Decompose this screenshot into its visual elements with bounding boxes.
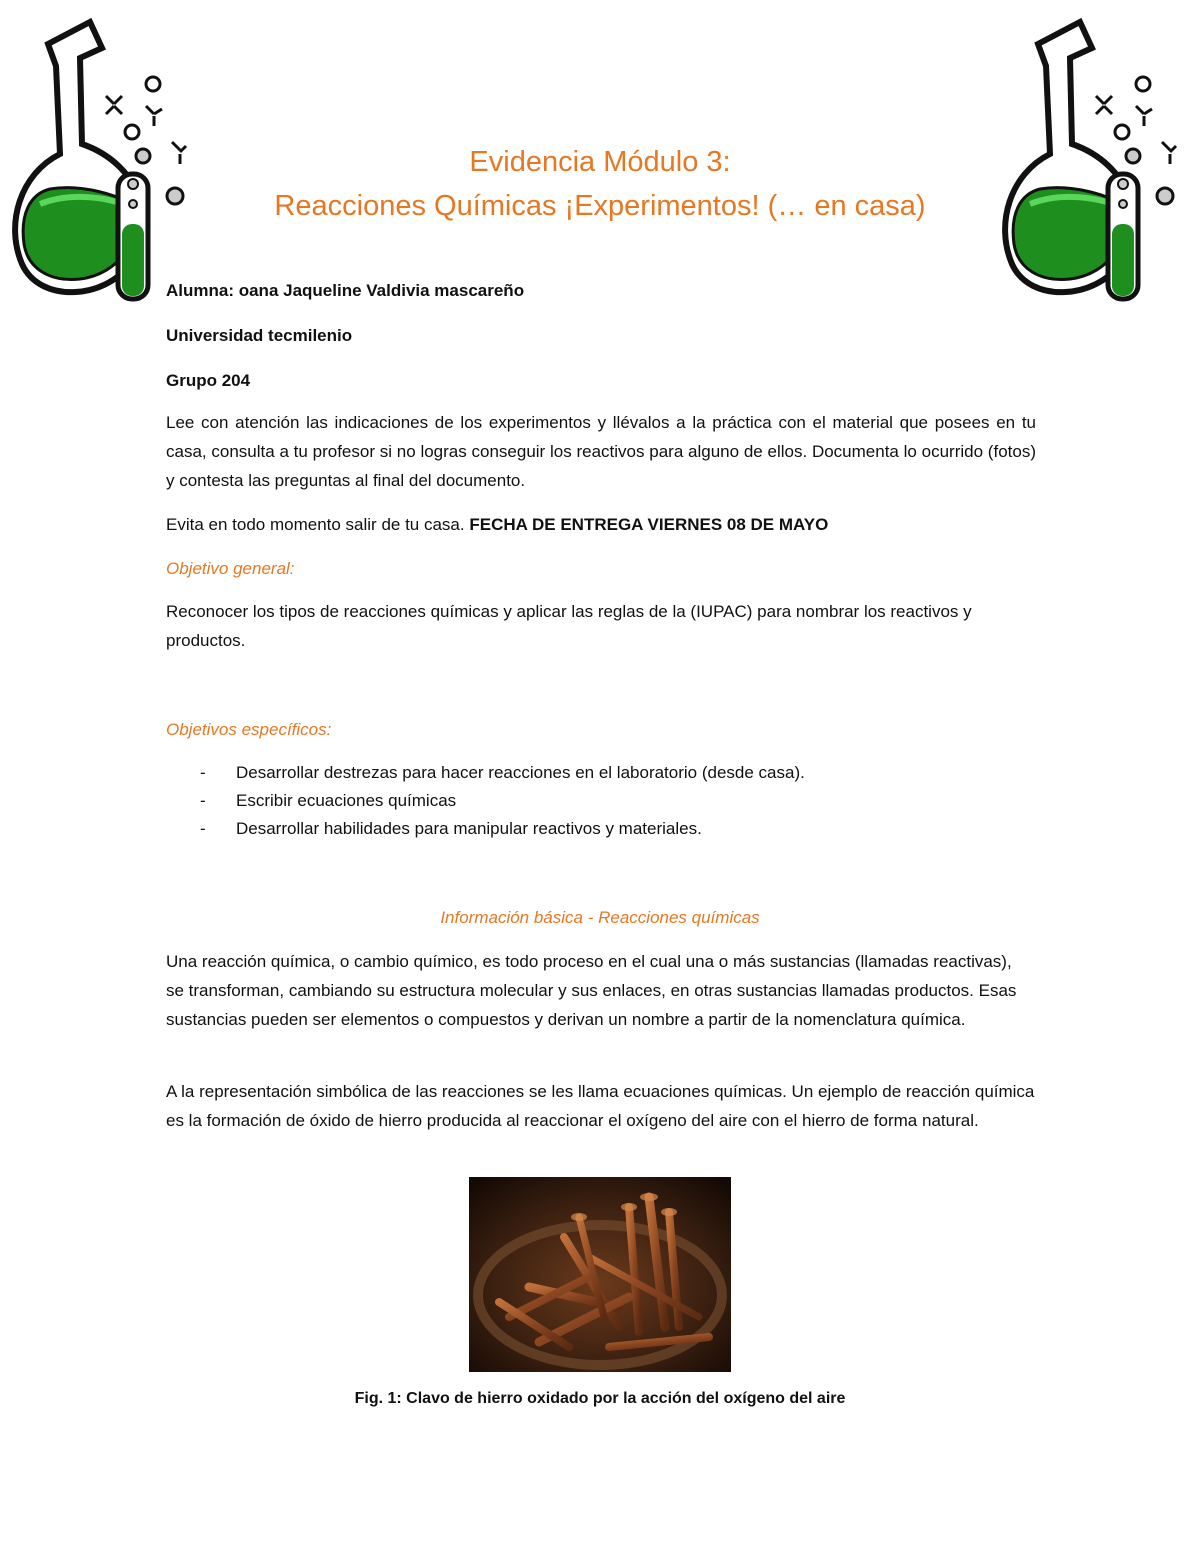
rusty-nails-photo	[469, 1177, 731, 1372]
specific-objectives-list	[166, 759, 1036, 843]
title-line-2: Reacciones Químicas ¡Experimentos! (… en casa)	[274, 190, 926, 222]
basic-info-heading: Información básica - Reacciones químicas	[440, 908, 760, 927]
list-item-text: Escribir ecuaciones químicas	[236, 791, 457, 810]
basic-info-body-2	[166, 1077, 1036, 1135]
specific-objectives-section	[166, 715, 1036, 744]
title-line-1: Evidencia Módulo 3:	[469, 146, 731, 178]
general-objective-text: Reconocer los tipos de reacciones químicas y aplicar las reglas de la (IUPAC) para nombrar los reactivos y productos.	[166, 602, 972, 650]
basic-info-paragraph-2: A la representación simbólica de las reacciones se les llama ecuaciones químicas. Un ejemplo de reacción química es la formación de óxido de hierro producida al reaccionar el oxígeno del aire con el hierro de forma natural.	[166, 1082, 1035, 1130]
specific-objectives-list-wrap	[166, 759, 1036, 843]
student-info	[166, 276, 1036, 305]
stay-home-notice	[166, 510, 1036, 539]
list-item	[166, 787, 1036, 815]
intro-paragraph: Lee con atención las indicaciones de los experimentos y llévalos a la práctica con el material que posees en tu casa, consulta a tu profesor si no logras conseguir los reactivos para alguno de ellos. Documenta lo ocurrido (fotos) y contesta las preguntas al final del documento.	[166, 413, 1036, 490]
list-item	[166, 759, 1036, 787]
bullet-dash: -	[200, 819, 206, 838]
list-item-text: Desarrollar habilidades para manipular reactivos y materiales.	[236, 819, 702, 838]
general-objective-section	[166, 554, 1036, 583]
group-block	[166, 366, 1036, 395]
due-date: FECHA DE ENTREGA VIERNES 08 DE MAYO	[469, 515, 829, 534]
stay-home-text: Evita en todo momento salir de tu casa.	[166, 515, 465, 534]
university-block	[166, 321, 1036, 350]
basic-info-section	[0, 903, 1200, 932]
specific-objectives-heading: Objetivos específicos:	[166, 720, 332, 739]
list-item	[166, 815, 1036, 843]
figure-caption: Fig. 1: Clavo de hierro oxidado por la acción del oxígeno del aire	[354, 1390, 846, 1407]
intro-section	[166, 408, 1036, 495]
basic-info-paragraph-1: Una reacción química, o cambio químico, es todo proceso en el cual una o más sustancias (llamadas reactivas), se transforman, cambiando su estructura molecular y sus enlaces, en otras sustancias llamadas productos. Esas sustancias pueden ser elementos o compuestos y derivan un nombre a partir de la nomenclatura química.	[166, 952, 1017, 1029]
university-name: Universidad tecmilenio	[166, 326, 353, 345]
list-item-text: Desarrollar destrezas para hacer reacciones en el laboratorio (desde casa).	[236, 763, 805, 782]
general-objective-body	[166, 597, 1036, 655]
document-title	[0, 140, 1200, 228]
student-name: Alumna: oana Jaqueline Valdivia mascareño	[166, 281, 525, 300]
basic-info-body	[166, 947, 1026, 1034]
general-objective-heading: Objetivo general:	[166, 559, 295, 578]
bullet-dash: -	[200, 791, 206, 810]
group-number: Grupo 204	[166, 371, 251, 390]
bullet-dash: -	[200, 763, 206, 782]
